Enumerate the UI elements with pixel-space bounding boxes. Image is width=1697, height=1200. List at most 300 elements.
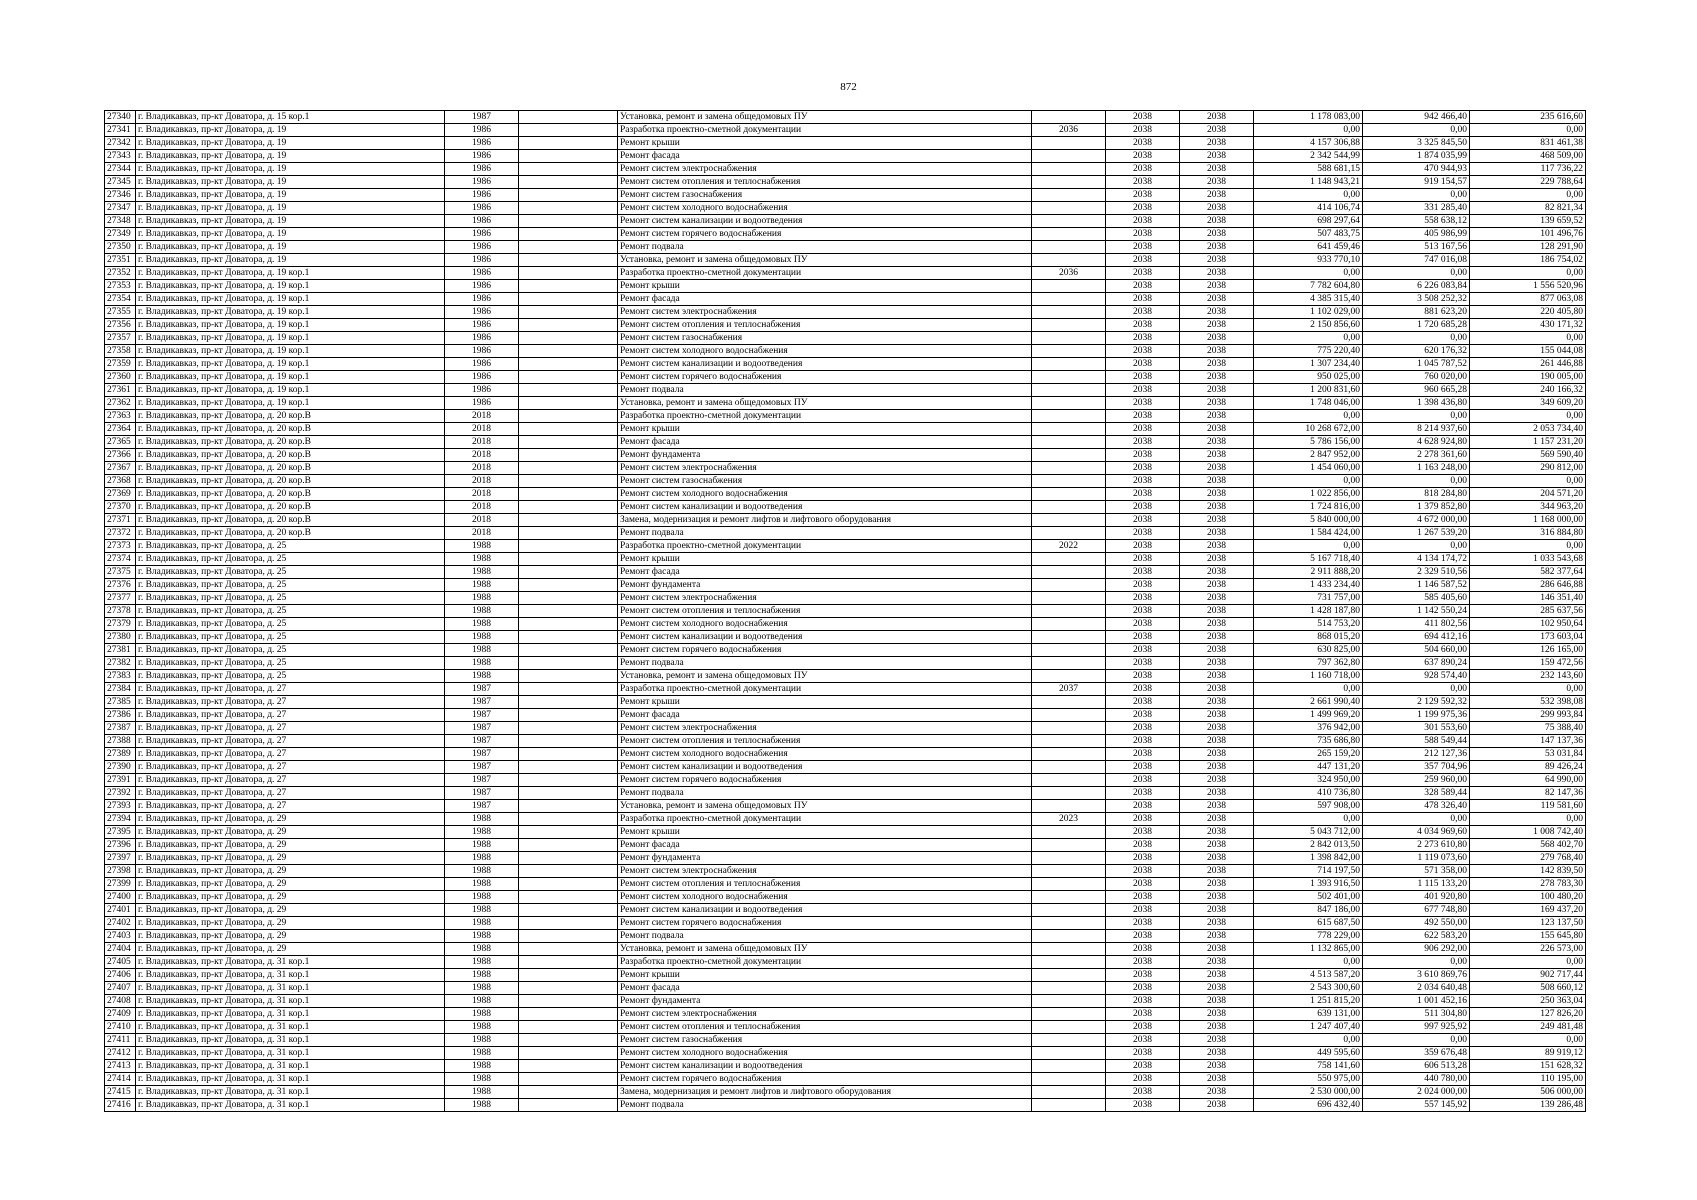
work-type-cell: Ремонт фундамента (618, 579, 1032, 592)
build-year-cell: 1987 (445, 800, 519, 813)
row-number-cell: 27343 (105, 150, 136, 163)
table-row (105, 202, 1586, 215)
address-cell: г. Владикавказ, пр-кт Доватора, д. 25 (136, 605, 445, 618)
row-number-cell: 27364 (105, 423, 136, 436)
address-cell: г. Владикавказ, пр-кт Доватора, д. 31 кор.1 (136, 956, 445, 969)
work-type-cell: Ремонт фасада (618, 566, 1032, 579)
build-year-cell: 1987 (445, 748, 519, 761)
design-year-cell (1032, 826, 1106, 839)
design-year-cell (1032, 202, 1106, 215)
work-type-cell: Ремонт систем канализации и водоотведения (618, 1060, 1032, 1073)
total-cost-cell: 4 157 306,88 (1254, 137, 1363, 150)
owner-cost-cell: 102 950,64 (1470, 618, 1586, 631)
table-row (105, 1021, 1586, 1034)
address-cell: г. Владикавказ, пр-кт Доватора, д. 25 (136, 657, 445, 670)
end-year-cell: 2038 (1180, 813, 1254, 826)
fund-cost-cell: 3 508 252,32 (1363, 293, 1470, 306)
design-year-cell (1032, 1086, 1106, 1099)
blank-cell (519, 1021, 618, 1034)
fund-cost-cell: 622 583,20 (1363, 930, 1470, 943)
start-year-cell: 2038 (1106, 696, 1180, 709)
end-year-cell: 2038 (1180, 852, 1254, 865)
end-year-cell: 2038 (1180, 189, 1254, 202)
owner-cost-cell: 151 628,32 (1470, 1060, 1586, 1073)
end-year-cell: 2038 (1180, 631, 1254, 644)
total-cost-cell: 2 342 544,99 (1254, 150, 1363, 163)
end-year-cell: 2038 (1180, 436, 1254, 449)
row-number-cell: 27385 (105, 696, 136, 709)
fund-cost-cell: 942 466,40 (1363, 111, 1470, 124)
work-type-cell: Разработка проектно-сметной документации (618, 956, 1032, 969)
design-year-cell (1032, 137, 1106, 150)
end-year-cell: 2038 (1180, 228, 1254, 241)
end-year-cell: 2038 (1180, 267, 1254, 280)
fund-cost-cell: 1 398 436,80 (1363, 397, 1470, 410)
row-number-cell: 27375 (105, 566, 136, 579)
start-year-cell: 2038 (1106, 436, 1180, 449)
owner-cost-cell: 155 645,80 (1470, 930, 1586, 943)
row-number-cell: 27369 (105, 488, 136, 501)
table-row (105, 163, 1586, 176)
total-cost-cell: 1 022 856,00 (1254, 488, 1363, 501)
owner-cost-cell: 110 195,00 (1470, 1073, 1586, 1086)
owner-cost-cell: 508 660,12 (1470, 982, 1586, 995)
row-number-cell: 27347 (105, 202, 136, 215)
end-year-cell: 2038 (1180, 657, 1254, 670)
build-year-cell: 1988 (445, 839, 519, 852)
row-number-cell: 27366 (105, 449, 136, 462)
design-year-cell (1032, 748, 1106, 761)
table-row (105, 878, 1586, 891)
fund-cost-cell: 760 020,00 (1363, 371, 1470, 384)
table-row (105, 1099, 1586, 1112)
table-row (105, 371, 1586, 384)
fund-cost-cell: 0,00 (1363, 683, 1470, 696)
build-year-cell: 1986 (445, 202, 519, 215)
row-number-cell: 27340 (105, 111, 136, 124)
build-year-cell: 1988 (445, 1047, 519, 1060)
total-cost-cell: 950 025,00 (1254, 371, 1363, 384)
total-cost-cell: 324 950,00 (1254, 774, 1363, 787)
total-cost-cell: 1 393 916,50 (1254, 878, 1363, 891)
start-year-cell: 2038 (1106, 644, 1180, 657)
address-cell: г. Владикавказ, пр-кт Доватора, д. 19 (136, 163, 445, 176)
table-row (105, 462, 1586, 475)
blank-cell (519, 878, 618, 891)
address-cell: г. Владикавказ, пр-кт Доватора, д. 19 кор.1 (136, 397, 445, 410)
blank-cell (519, 579, 618, 592)
fund-cost-cell: 0,00 (1363, 267, 1470, 280)
design-year-cell (1032, 488, 1106, 501)
work-type-cell: Ремонт фундамента (618, 995, 1032, 1008)
end-year-cell: 2038 (1180, 891, 1254, 904)
row-number-cell: 27350 (105, 241, 136, 254)
build-year-cell: 1988 (445, 917, 519, 930)
total-cost-cell: 410 736,80 (1254, 787, 1363, 800)
start-year-cell: 2038 (1106, 423, 1180, 436)
address-cell: г. Владикавказ, пр-кт Доватора, д. 20 кор.В (136, 488, 445, 501)
fund-cost-cell: 997 925,92 (1363, 1021, 1470, 1034)
table-row (105, 943, 1586, 956)
work-type-cell: Ремонт систем электроснабжения (618, 462, 1032, 475)
end-year-cell: 2038 (1180, 358, 1254, 371)
blank-cell (519, 761, 618, 774)
table-row (105, 267, 1586, 280)
build-year-cell: 1988 (445, 1073, 519, 1086)
total-cost-cell: 1 748 046,00 (1254, 397, 1363, 410)
blank-cell (519, 722, 618, 735)
end-year-cell: 2038 (1180, 956, 1254, 969)
start-year-cell: 2038 (1106, 1021, 1180, 1034)
end-year-cell: 2038 (1180, 124, 1254, 137)
work-type-cell: Ремонт систем отопления и теплоснабжения (618, 319, 1032, 332)
address-cell: г. Владикавказ, пр-кт Доватора, д. 27 (136, 696, 445, 709)
build-year-cell: 1988 (445, 995, 519, 1008)
address-cell: г. Владикавказ, пр-кт Доватора, д. 27 (136, 709, 445, 722)
start-year-cell: 2038 (1106, 1099, 1180, 1112)
address-cell: г. Владикавказ, пр-кт Доватора, д. 20 кор.В (136, 423, 445, 436)
table-row (105, 319, 1586, 332)
work-type-cell: Установка, ремонт и замена общедомовых ПУ (618, 670, 1032, 683)
end-year-cell: 2038 (1180, 735, 1254, 748)
owner-cost-cell: 89 919,12 (1470, 1047, 1586, 1060)
design-year-cell (1032, 189, 1106, 202)
owner-cost-cell: 1 168 000,00 (1470, 514, 1586, 527)
owner-cost-cell: 229 788,64 (1470, 176, 1586, 189)
design-year-cell (1032, 319, 1106, 332)
build-year-cell: 1987 (445, 709, 519, 722)
start-year-cell: 2038 (1106, 839, 1180, 852)
total-cost-cell: 5 043 712,00 (1254, 826, 1363, 839)
table-row (105, 280, 1586, 293)
table-row (105, 1008, 1586, 1021)
design-year-cell (1032, 384, 1106, 397)
work-type-cell: Ремонт систем отопления и теплоснабжения (618, 878, 1032, 891)
build-year-cell: 1986 (445, 215, 519, 228)
start-year-cell: 2038 (1106, 1060, 1180, 1073)
total-cost-cell: 1 160 718,00 (1254, 670, 1363, 683)
address-cell: г. Владикавказ, пр-кт Доватора, д. 19 (136, 176, 445, 189)
table-row (105, 709, 1586, 722)
build-year-cell: 1986 (445, 176, 519, 189)
row-number-cell: 27373 (105, 540, 136, 553)
build-year-cell: 1987 (445, 111, 519, 124)
end-year-cell: 2038 (1180, 423, 1254, 436)
work-type-cell: Разработка проектно-сметной документации (618, 410, 1032, 423)
address-cell: г. Владикавказ, пр-кт Доватора, д. 31 кор.1 (136, 982, 445, 995)
blank-cell (519, 254, 618, 267)
table-row (105, 501, 1586, 514)
address-cell: г. Владикавказ, пр-кт Доватора, д. 27 (136, 800, 445, 813)
design-year-cell (1032, 904, 1106, 917)
blank-cell (519, 150, 618, 163)
row-number-cell: 27393 (105, 800, 136, 813)
build-year-cell: 2018 (445, 436, 519, 449)
table-row (105, 592, 1586, 605)
address-cell: г. Владикавказ, пр-кт Доватора, д. 31 кор.1 (136, 1099, 445, 1112)
work-type-cell: Ремонт подвала (618, 787, 1032, 800)
start-year-cell: 2038 (1106, 228, 1180, 241)
total-cost-cell: 1 178 083,00 (1254, 111, 1363, 124)
total-cost-cell: 502 401,00 (1254, 891, 1363, 904)
end-year-cell: 2038 (1180, 501, 1254, 514)
total-cost-cell: 1 307 234,40 (1254, 358, 1363, 371)
start-year-cell: 2038 (1106, 345, 1180, 358)
design-year-cell (1032, 891, 1106, 904)
address-cell: г. Владикавказ, пр-кт Доватора, д. 27 (136, 748, 445, 761)
table-row (105, 176, 1586, 189)
blank-cell (519, 839, 618, 852)
start-year-cell: 2038 (1106, 410, 1180, 423)
owner-cost-cell: 278 783,30 (1470, 878, 1586, 891)
design-year-cell (1032, 852, 1106, 865)
total-cost-cell: 735 686,80 (1254, 735, 1363, 748)
work-type-cell: Ремонт систем горячего водоснабжения (618, 371, 1032, 384)
address-cell: г. Владикавказ, пр-кт Доватора, д. 25 (136, 566, 445, 579)
blank-cell (519, 904, 618, 917)
blank-cell (519, 371, 618, 384)
build-year-cell: 1987 (445, 722, 519, 735)
blank-cell (519, 540, 618, 553)
table-row (105, 410, 1586, 423)
build-year-cell: 2018 (445, 410, 519, 423)
total-cost-cell: 1 148 943,21 (1254, 176, 1363, 189)
end-year-cell: 2038 (1180, 1034, 1254, 1047)
owner-cost-cell: 101 496,76 (1470, 228, 1586, 241)
start-year-cell: 2038 (1106, 384, 1180, 397)
address-cell: г. Владикавказ, пр-кт Доватора, д. 19 (136, 189, 445, 202)
fund-cost-cell: 694 412,16 (1363, 631, 1470, 644)
owner-cost-cell: 126 165,00 (1470, 644, 1586, 657)
build-year-cell: 1987 (445, 787, 519, 800)
build-year-cell: 1987 (445, 683, 519, 696)
total-cost-cell: 1 200 831,60 (1254, 384, 1363, 397)
fund-cost-cell: 440 780,00 (1363, 1073, 1470, 1086)
owner-cost-cell: 226 573,00 (1470, 943, 1586, 956)
owner-cost-cell: 53 031,84 (1470, 748, 1586, 761)
address-cell: г. Владикавказ, пр-кт Доватора, д. 27 (136, 787, 445, 800)
blank-cell (519, 709, 618, 722)
address-cell: г. Владикавказ, пр-кт Доватора, д. 19 (136, 150, 445, 163)
work-type-cell: Ремонт фасада (618, 293, 1032, 306)
build-year-cell: 1988 (445, 1099, 519, 1112)
total-cost-cell: 0,00 (1254, 332, 1363, 345)
fund-cost-cell: 3 325 845,50 (1363, 137, 1470, 150)
table-row (105, 423, 1586, 436)
work-type-cell: Ремонт систем канализации и водоотведения (618, 501, 1032, 514)
build-year-cell: 1988 (445, 644, 519, 657)
fund-cost-cell: 620 176,32 (1363, 345, 1470, 358)
fund-cost-cell: 1 720 685,28 (1363, 319, 1470, 332)
end-year-cell: 2038 (1180, 332, 1254, 345)
start-year-cell: 2038 (1106, 813, 1180, 826)
table-row (105, 306, 1586, 319)
blank-cell (519, 527, 618, 540)
end-year-cell: 2038 (1180, 1047, 1254, 1060)
table-row (105, 852, 1586, 865)
row-number-cell: 27360 (105, 371, 136, 384)
owner-cost-cell: 430 171,32 (1470, 319, 1586, 332)
blank-cell (519, 605, 618, 618)
build-year-cell: 1986 (445, 228, 519, 241)
owner-cost-cell: 290 812,00 (1470, 462, 1586, 475)
address-cell: г. Владикавказ, пр-кт Доватора, д. 29 (136, 839, 445, 852)
blank-cell (519, 748, 618, 761)
table-row (105, 150, 1586, 163)
build-year-cell: 1986 (445, 319, 519, 332)
work-type-cell: Разработка проектно-сметной документации (618, 124, 1032, 137)
fund-cost-cell: 411 802,56 (1363, 618, 1470, 631)
table-row (105, 982, 1586, 995)
work-type-cell: Ремонт фасада (618, 436, 1032, 449)
total-cost-cell: 698 297,64 (1254, 215, 1363, 228)
build-year-cell: 1986 (445, 124, 519, 137)
work-type-cell: Ремонт систем отопления и теплоснабжения (618, 605, 1032, 618)
start-year-cell: 2038 (1106, 722, 1180, 735)
start-year-cell: 2038 (1106, 254, 1180, 267)
address-cell: г. Владикавказ, пр-кт Доватора, д. 31 кор.1 (136, 1086, 445, 1099)
table-row (105, 358, 1586, 371)
row-number-cell: 27382 (105, 657, 136, 670)
total-cost-cell: 0,00 (1254, 410, 1363, 423)
build-year-cell: 1988 (445, 566, 519, 579)
address-cell: г. Владикавказ, пр-кт Доватора, д. 31 кор.1 (136, 969, 445, 982)
row-number-cell: 27415 (105, 1086, 136, 1099)
owner-cost-cell: 0,00 (1470, 189, 1586, 202)
address-cell: г. Владикавказ, пр-кт Доватора, д. 20 кор.В (136, 475, 445, 488)
owner-cost-cell: 75 388,40 (1470, 722, 1586, 735)
fund-cost-cell: 301 553,60 (1363, 722, 1470, 735)
end-year-cell: 2038 (1180, 410, 1254, 423)
start-year-cell: 2038 (1106, 371, 1180, 384)
end-year-cell: 2038 (1180, 176, 1254, 189)
start-year-cell: 2038 (1106, 215, 1180, 228)
blank-cell (519, 969, 618, 982)
total-cost-cell: 641 459,46 (1254, 241, 1363, 254)
work-type-cell: Ремонт систем горячего водоснабжения (618, 228, 1032, 241)
row-number-cell: 27410 (105, 1021, 136, 1034)
end-year-cell: 2038 (1180, 904, 1254, 917)
owner-cost-cell: 0,00 (1470, 683, 1586, 696)
row-number-cell: 27401 (105, 904, 136, 917)
address-cell: г. Владикавказ, пр-кт Доватора, д. 25 (136, 579, 445, 592)
work-type-cell: Ремонт систем горячего водоснабжения (618, 1073, 1032, 1086)
total-cost-cell: 1 499 969,20 (1254, 709, 1363, 722)
fund-cost-cell: 747 016,08 (1363, 254, 1470, 267)
table-row (105, 787, 1586, 800)
work-type-cell: Ремонт систем холодного водоснабжения (618, 202, 1032, 215)
design-year-cell (1032, 1073, 1106, 1086)
table-row (105, 761, 1586, 774)
table-row (105, 254, 1586, 267)
blank-cell (519, 514, 618, 527)
address-cell: г. Владикавказ, пр-кт Доватора, д. 19 (136, 202, 445, 215)
table-row (105, 891, 1586, 904)
start-year-cell: 2038 (1106, 969, 1180, 982)
fund-cost-cell: 1 379 852,80 (1363, 501, 1470, 514)
blank-cell (519, 280, 618, 293)
fund-cost-cell: 0,00 (1363, 189, 1470, 202)
blank-cell (519, 787, 618, 800)
fund-cost-cell: 2 278 361,60 (1363, 449, 1470, 462)
blank-cell (519, 163, 618, 176)
total-cost-cell: 2 847 952,00 (1254, 449, 1363, 462)
work-type-cell: Ремонт систем горячего водоснабжения (618, 774, 1032, 787)
blank-cell (519, 462, 618, 475)
end-year-cell: 2038 (1180, 488, 1254, 501)
start-year-cell: 2038 (1106, 1047, 1180, 1060)
address-cell: г. Владикавказ, пр-кт Доватора, д. 29 (136, 917, 445, 930)
table-row (105, 228, 1586, 241)
fund-cost-cell: 470 944,93 (1363, 163, 1470, 176)
blank-cell (519, 384, 618, 397)
build-year-cell: 2018 (445, 475, 519, 488)
start-year-cell: 2038 (1106, 527, 1180, 540)
end-year-cell: 2038 (1180, 826, 1254, 839)
table-row (105, 332, 1586, 345)
table-row (105, 605, 1586, 618)
owner-cost-cell: 0,00 (1470, 813, 1586, 826)
row-number-cell: 27411 (105, 1034, 136, 1047)
owner-cost-cell: 147 137,36 (1470, 735, 1586, 748)
design-year-cell (1032, 735, 1106, 748)
owner-cost-cell: 349 609,20 (1470, 397, 1586, 410)
row-number-cell: 27380 (105, 631, 136, 644)
row-number-cell: 27408 (105, 995, 136, 1008)
blank-cell (519, 137, 618, 150)
fund-cost-cell: 0,00 (1363, 540, 1470, 553)
address-cell: г. Владикавказ, пр-кт Доватора, д. 27 (136, 774, 445, 787)
fund-cost-cell: 405 986,99 (1363, 228, 1470, 241)
end-year-cell: 2038 (1180, 787, 1254, 800)
row-number-cell: 27354 (105, 293, 136, 306)
build-year-cell: 1988 (445, 930, 519, 943)
row-number-cell: 27345 (105, 176, 136, 189)
design-year-cell (1032, 592, 1106, 605)
build-year-cell: 2018 (445, 527, 519, 540)
address-cell: г. Владикавказ, пр-кт Доватора, д. 25 (136, 618, 445, 631)
design-year-cell (1032, 605, 1106, 618)
fund-cost-cell: 1 163 248,00 (1363, 462, 1470, 475)
row-number-cell: 27344 (105, 163, 136, 176)
work-type-cell: Разработка проектно-сметной документации (618, 683, 1032, 696)
design-year-cell (1032, 410, 1106, 423)
total-cost-cell: 588 681,15 (1254, 163, 1363, 176)
work-type-cell: Ремонт систем электроснабжения (618, 865, 1032, 878)
fund-cost-cell: 4 134 174,72 (1363, 553, 1470, 566)
build-year-cell: 1988 (445, 553, 519, 566)
owner-cost-cell: 139 659,52 (1470, 215, 1586, 228)
design-year-cell (1032, 358, 1106, 371)
fund-cost-cell: 4 672 000,00 (1363, 514, 1470, 527)
owner-cost-cell: 279 768,40 (1470, 852, 1586, 865)
blank-cell (519, 410, 618, 423)
total-cost-cell: 2 150 856,60 (1254, 319, 1363, 332)
row-number-cell: 27381 (105, 644, 136, 657)
row-number-cell: 27377 (105, 592, 136, 605)
start-year-cell: 2038 (1106, 683, 1180, 696)
end-year-cell: 2038 (1180, 683, 1254, 696)
blank-cell (519, 189, 618, 202)
table-row (105, 774, 1586, 787)
total-cost-cell: 2 842 013,50 (1254, 839, 1363, 852)
total-cost-cell: 449 595,60 (1254, 1047, 1363, 1060)
blank-cell (519, 618, 618, 631)
design-year-cell: 2036 (1032, 267, 1106, 280)
blank-cell (519, 228, 618, 241)
row-number-cell: 27407 (105, 982, 136, 995)
fund-cost-cell: 588 549,44 (1363, 735, 1470, 748)
